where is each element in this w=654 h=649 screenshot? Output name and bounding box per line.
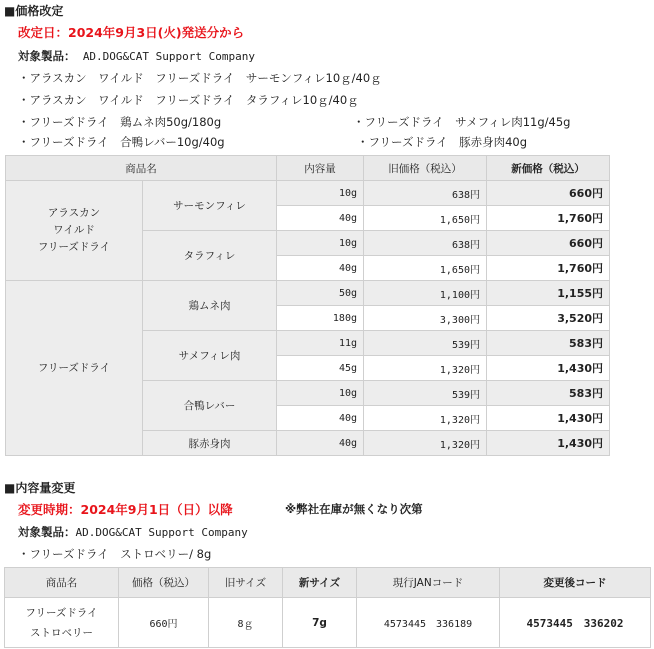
price-table bbox=[5, 155, 610, 456]
old-price-cell: 638円 bbox=[364, 231, 487, 256]
header-old-size: 旧サイズ bbox=[209, 568, 283, 598]
target-label: 対象製品： bbox=[18, 49, 76, 63]
old-price-cell: 1,100円 bbox=[364, 281, 487, 306]
header-price: 価格（税込） bbox=[119, 568, 209, 598]
new-size-cell: 7g bbox=[283, 598, 357, 648]
size-change-table bbox=[4, 567, 651, 648]
target-label: 対象製品： bbox=[18, 525, 76, 539]
old-price-cell: 1,320円 bbox=[364, 356, 487, 381]
old-price-cell: 539円 bbox=[364, 381, 487, 406]
new-price-cell: 1,760円 bbox=[487, 256, 610, 281]
size-cell: 11g bbox=[277, 331, 364, 356]
product-name-cell: 合鴨レバー bbox=[143, 381, 277, 431]
old-price-cell: 1,650円 bbox=[364, 206, 487, 231]
content-section-heading: ■内容量変更 bbox=[4, 481, 76, 495]
category-cell: フリーズドライ bbox=[6, 281, 143, 456]
old-price-cell: 638円 bbox=[364, 181, 487, 206]
old-size-cell: 8ｇ bbox=[209, 598, 283, 648]
content-target-line bbox=[18, 524, 248, 540]
product-name-cell: タラフィレ bbox=[143, 231, 277, 281]
product-name-cell: 鶏ムネ肉 bbox=[143, 281, 277, 331]
price-section-heading: ■価格改定 bbox=[4, 4, 64, 18]
price-item: ・アラスカン ワイルド フリーズドライ タラフィレ10ｇ/40ｇ bbox=[18, 93, 359, 107]
size-cell: 40g bbox=[277, 206, 364, 231]
price-item: ・フリーズドライ 豚赤身肉40g bbox=[357, 135, 528, 149]
new-price-cell: 1,430円 bbox=[487, 406, 610, 431]
price-item: ・フリーズドライ 鶏ムネ肉50g/180g bbox=[18, 115, 222, 129]
product-name-cell: サーモンフィレ bbox=[143, 181, 277, 231]
new-price-cell: 660円 bbox=[487, 231, 610, 256]
size-cell: 40g bbox=[277, 431, 364, 456]
target-value: AD.DOG&CAT Support Company bbox=[82, 50, 255, 63]
new-price-cell: 1,155円 bbox=[487, 281, 610, 306]
price-item: ・アラスカン ワイルド フリーズドライ サーモンフィレ10ｇ/40ｇ bbox=[18, 71, 382, 85]
new-price-cell: 1,430円 bbox=[487, 431, 610, 456]
price-row bbox=[6, 181, 610, 206]
old-price-cell: 539円 bbox=[364, 331, 487, 356]
product-name-cell: 豚赤身肉 bbox=[143, 431, 277, 456]
new-price-cell: 583円 bbox=[487, 381, 610, 406]
old-price-cell: 1,320円 bbox=[364, 431, 487, 456]
size-cell: 40g bbox=[277, 256, 364, 281]
size-cell: 180g bbox=[277, 306, 364, 331]
header-size: 内容量 bbox=[277, 156, 364, 181]
price-row bbox=[6, 281, 610, 306]
product-name-cell: フリーズドライ ストロベリー bbox=[5, 598, 119, 648]
price-item: ・フリーズドライ サメフィレ肉11g/45g bbox=[353, 115, 571, 129]
content-item: ・フリーズドライ ストロベリー/ 8g bbox=[18, 547, 212, 561]
current-jan-cell: 4573445 336189 bbox=[357, 598, 500, 648]
old-price-cell: 1,320円 bbox=[364, 406, 487, 431]
content-change-date: 変更時期：2024年9月1日（日）以降 bbox=[18, 502, 233, 517]
header-new-price: 新価格（税込） bbox=[487, 156, 610, 181]
size-cell: 50g bbox=[277, 281, 364, 306]
new-price-cell: 1,760円 bbox=[487, 206, 610, 231]
old-price-cell: 3,300円 bbox=[364, 306, 487, 331]
price-target-line bbox=[18, 48, 255, 64]
header-old-price: 旧価格（税込） bbox=[364, 156, 487, 181]
size-cell: 10g bbox=[277, 381, 364, 406]
target-value: AD.DOG&CAT Support Company bbox=[75, 526, 248, 539]
header-product-name: 商品名 bbox=[5, 568, 119, 598]
price-revision-date: 改定日：2024年9月3日(火)発送分から bbox=[18, 25, 245, 40]
new-code-cell: 4573445 336202 bbox=[500, 598, 651, 648]
header-new-code: 変更後コード bbox=[500, 568, 651, 598]
category-cell: アラスカン ワイルド フリーズドライ bbox=[6, 181, 143, 281]
header-current-jan: 現行JANコード bbox=[357, 568, 500, 598]
price-cell: 660円 bbox=[119, 598, 209, 648]
product-name-cell: サメフィレ肉 bbox=[143, 331, 277, 381]
old-price-cell: 1,650円 bbox=[364, 256, 487, 281]
new-price-cell: 3,520円 bbox=[487, 306, 610, 331]
size-cell: 10g bbox=[277, 231, 364, 256]
size-cell: 45g bbox=[277, 356, 364, 381]
size-cell: 10g bbox=[277, 181, 364, 206]
header-new-size: 新サイズ bbox=[283, 568, 357, 598]
header-product-name: 商品名 bbox=[6, 156, 277, 181]
new-price-cell: 660円 bbox=[487, 181, 610, 206]
new-price-cell: 583円 bbox=[487, 331, 610, 356]
new-price-cell: 1,430円 bbox=[487, 356, 610, 381]
price-item: ・フリーズドライ 合鴨レバー10g/40g bbox=[18, 135, 225, 149]
stock-note: ※弊社在庫が無くなり次第 bbox=[285, 502, 423, 516]
size-cell: 40g bbox=[277, 406, 364, 431]
